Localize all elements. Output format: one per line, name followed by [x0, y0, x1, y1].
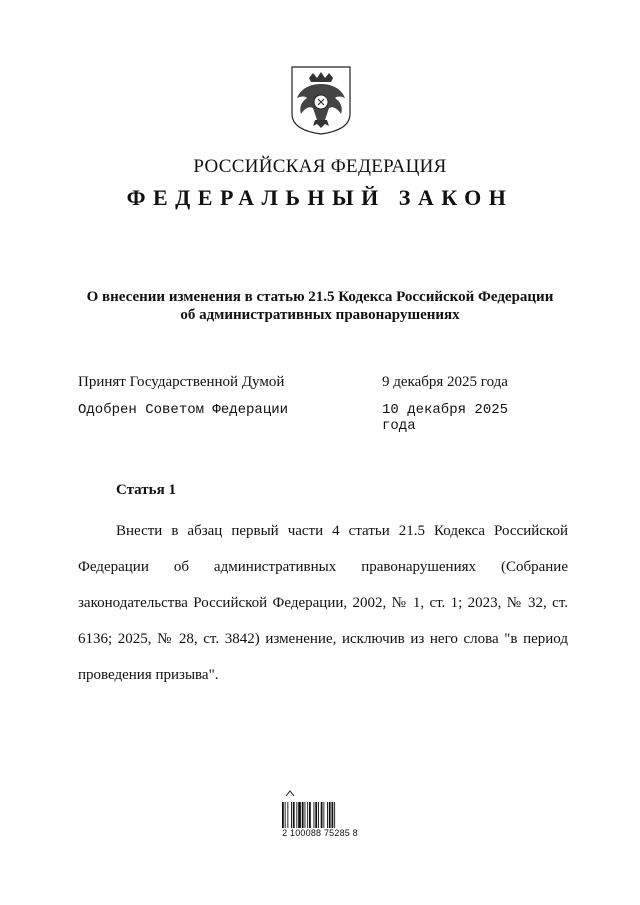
country-name: РОССИЙСКАЯ ФЕДЕРАЦИЯ — [193, 156, 447, 177]
barcode-number: 2 100088 75285 8 — [282, 828, 358, 838]
adoption-label: Принят Государственной Думой — [78, 374, 285, 390]
law-title-line-2: об административных правонарушениях — [180, 307, 460, 323]
approval-date: 10 декабря 2025 года — [382, 402, 509, 434]
law-title-line-1: О внесении изменения в статью 21.5 Кодекса Российской Федерации — [86, 289, 554, 305]
article-text: Внести в абзац первый части 4 статьи 21.5 Кодекса Российской Федерации об административных правонарушениях (Собрание законодательства Российской Федерации, 2002, № 1, ст. 1; 2023, № 32, ст. 6136; 2025, № 28, ст. 3842) изменение, исключив из него слова "в период проведения призыва". — [78, 523, 568, 683]
law-type-heading: ФЕДЕРАЛЬНЫЙ ЗАКОН — [126, 185, 514, 210]
adoption-date: 9 декабря 2025 года — [382, 374, 508, 390]
law-title — [40, 288, 600, 324]
approval-label: Одобрен Советом Федерации — [78, 402, 289, 418]
article-heading: Статья 1 — [116, 482, 176, 498]
coat-of-arms-emblem — [289, 64, 353, 136]
